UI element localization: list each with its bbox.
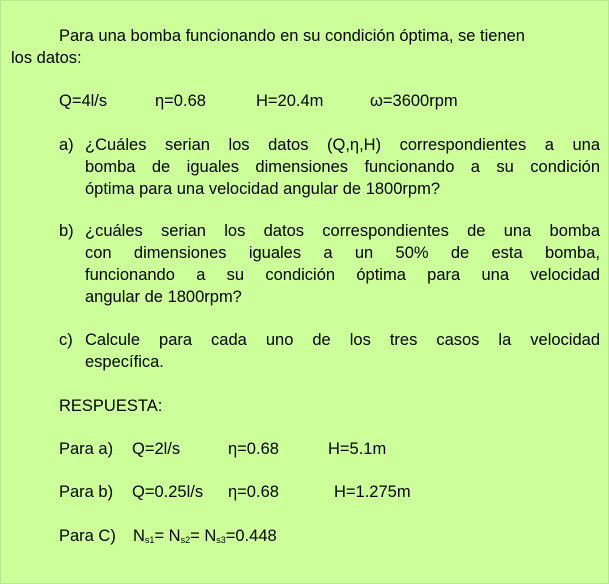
answer-a-eta: η=0.68	[228, 440, 279, 458]
question-b-marker: b)	[59, 222, 74, 240]
question-c-line-1: Calcule para cada uno de los tres casos la velocidad	[85, 331, 600, 349]
answer-a-label: Para a)	[59, 440, 114, 458]
answer-c-sub-2: s2	[180, 535, 191, 545]
answer-c-sub-1: s1	[144, 535, 155, 545]
question-c-line-2: específica.	[85, 353, 164, 371]
answer-b-label: Para b)	[59, 483, 114, 501]
given-q: Q=4l/s	[59, 92, 108, 110]
question-b-line-2: con dimensiones iguales a un 50% de esta bomba,	[85, 244, 600, 262]
question-b-line-3: funcionando a su condición óptima para una velocidad	[85, 266, 600, 284]
question-a-line-2: bomba de iguales dimensiones funcionando a su condición	[85, 158, 600, 176]
answer-c-formula	[133, 525, 277, 551]
given-eta: η=0.68	[155, 92, 206, 110]
answer-c-eq-2: = N	[190, 527, 217, 545]
answer-a-q: Q=2l/s	[132, 440, 181, 458]
intro-line-1: Para una bomba funcionando en su condición óptima, se tienen	[59, 27, 525, 45]
answer-c-value: =0.448	[225, 527, 277, 545]
question-a-line-1: ¿Cuáles serian los datos (Q,η,H) correspondientes a una	[85, 136, 600, 154]
answer-b-q: Q=0.25l/s	[132, 483, 204, 501]
answer-heading: RESPUESTA:	[59, 397, 163, 415]
answer-c-n: N	[133, 527, 145, 545]
question-b-line-1: ¿cuáles serian los datos correspondientes de una bomba	[85, 222, 600, 240]
question-a-marker: a)	[59, 136, 74, 154]
answer-b-eta: η=0.68	[228, 483, 279, 501]
answer-c-eq-1: = N	[154, 527, 181, 545]
given-omega: ω=3600rpm	[370, 92, 458, 110]
question-c-marker: c)	[59, 331, 73, 349]
given-h: H=20.4m	[256, 92, 324, 110]
answer-c-label: Para C)	[59, 527, 116, 545]
question-a-line-3: óptima para una velocidad angular de 1800rpm?	[85, 180, 440, 198]
answer-c-sub-3: s3	[216, 535, 226, 545]
answer-a-h: H=5.1m	[328, 440, 387, 458]
question-b-line-4: angular de 1800rpm?	[85, 288, 242, 306]
intro-line-2: los datos:	[11, 49, 82, 67]
answer-b-h: H=1.275m	[334, 483, 411, 501]
